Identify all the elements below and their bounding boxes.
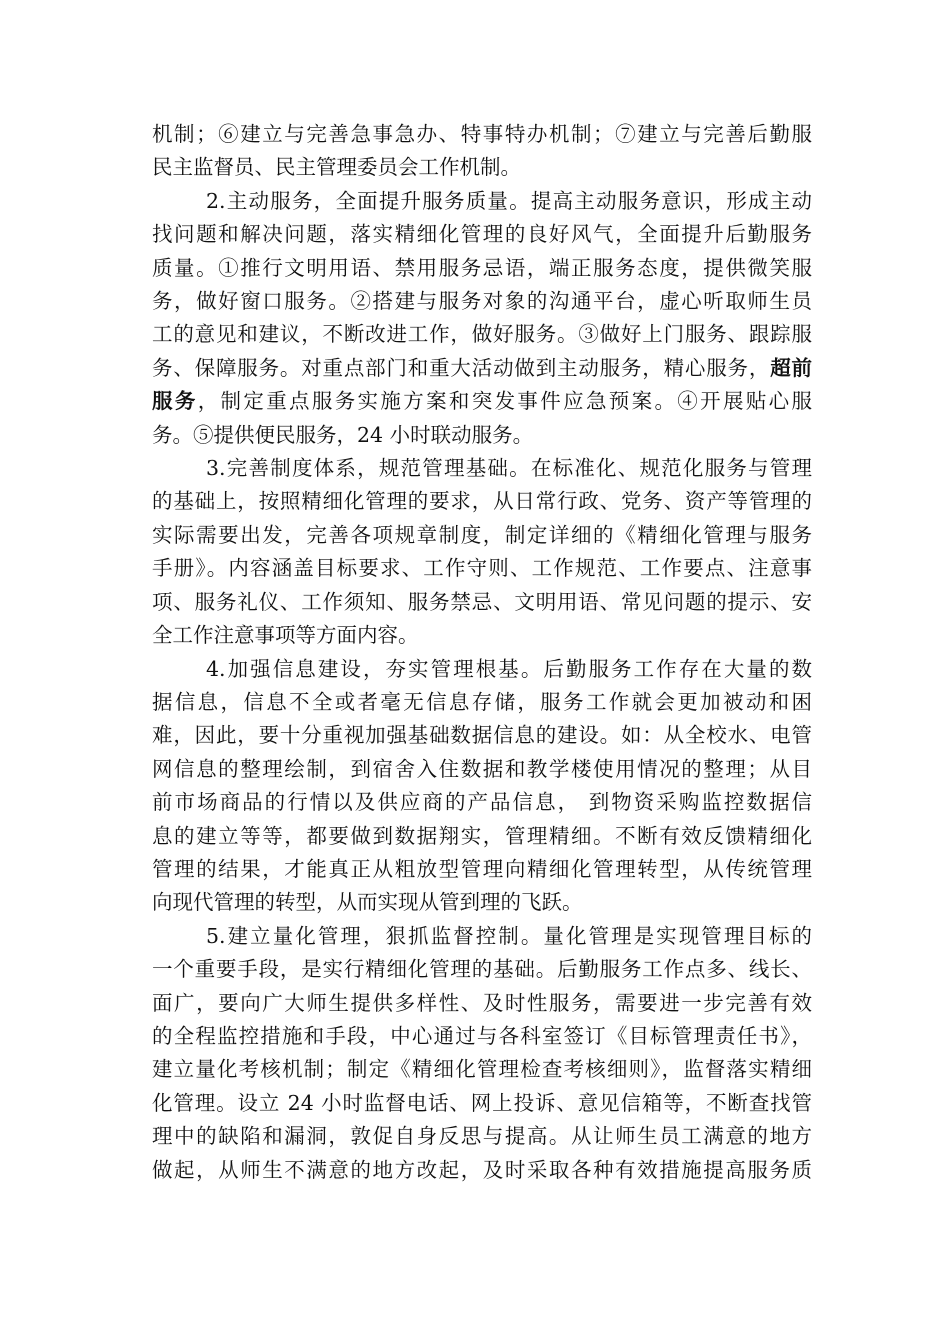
text-line: 理中的缺陷和漏洞，敦促自身反思与提高。从让师生员工满意的地方 (152, 1124, 812, 1149)
text-segment: 务、保障服务。对重点部门和重大活动做到主动服务，精心服务， (152, 355, 771, 380)
text-line-with-bold (152, 385, 812, 418)
text-line: 实际需要出发，完善各项规章制度，制定详细的《精细化管理与服务 (152, 522, 812, 547)
text-line: 找问题和解决问题，落实精细化管理的良好风气，全面提升后勤服务 (152, 222, 812, 247)
paragraph-5 (152, 920, 812, 1187)
text-line: 2.主动服务，全面提升服务质量。提高主动服务意识，形成主动 (206, 188, 812, 213)
text-line-with-bold (152, 352, 812, 385)
text-line: 化管理。设立 24 小时监督电话、网上投诉、意见信箱等，不断查找管 (152, 1090, 812, 1115)
text-line: 前市场商品的行情以及供应商的产品信息， 到物资采购监控数据信 (152, 790, 812, 815)
document-body (152, 118, 812, 1187)
text-line: 机制；⑥建立与完善急事急办、特事特办机制；⑦建立与完善后勤服 (152, 122, 812, 146)
paragraph-2 (152, 185, 812, 452)
text-line: 4.加强信息建设，夯实管理根基。后勤服务工作存在大量的数 (206, 656, 812, 681)
text-line: 工的意见和建议，不断改进工作，做好服务。③做好上门服务、跟踪服 (152, 322, 812, 347)
paragraph-3 (152, 452, 812, 652)
text-line: 一个重要手段，是实行精细化管理的基础。后勤服务工作点多、线长、 (152, 957, 812, 982)
text-line: 务。⑤提供便民服务，24 小时联动服务。 (152, 422, 534, 447)
text-line: 的全程监控措施和手段，中心通过与各科室签订《目标管理责任书》， (152, 1023, 812, 1048)
text-line: 务，做好窗口服务。②搭建与服务对象的沟通平台，虚心听取师生员 (152, 289, 812, 314)
text-line: 面广，要向广大师生提供多样性、及时性服务，需要进一步完善有效 (152, 990, 812, 1015)
text-line: 民主监督员、民主管理委员会工作机制。 (152, 155, 521, 180)
paragraph-4 (152, 653, 812, 920)
text-line: 息的建立等等，都要做到数据翔实，管理精细。不断有效反馈精细化 (152, 823, 812, 848)
text-line: 3.完善制度体系，规范管理基础。在标准化、规范化服务与管理 (206, 456, 812, 481)
text-line: 据信息，信息不全或者毫无信息存储，服务工作就会更加被动和困 (152, 689, 812, 714)
text-segment: ，制定重点服务实施方案和突发事件应急预案。④开展贴心服 (197, 389, 813, 414)
paragraph-1 (152, 118, 812, 185)
text-line: 难，因此，要十分重视加强基础数据信息的建设。如：从全校水、电管 (152, 723, 812, 748)
text-line: 项、服务礼仪、工作须知、服务禁忌、文明用语、常见问题的提示、安 (152, 589, 812, 614)
text-line: 向现代管理的转型，从而实现从管到理的飞跃。 (152, 890, 583, 915)
bold-text: 超前 (770, 355, 813, 380)
text-line: 建立量化考核机制；制定《精细化管理检查考核细则》，监督落实精细 (152, 1057, 812, 1082)
bold-text: 服务 (152, 389, 198, 414)
text-line: 质量。①推行文明用语、禁用服务忌语，端正服务态度，提供微笑服 (152, 255, 812, 280)
text-line: 全工作注意事项等方面内容。 (152, 623, 419, 648)
text-line: 手册》。内容涵盖目标要求、工作守则、工作规范、工作要点、注意事 (152, 556, 812, 581)
text-line: 的基础上，按照精细化管理的要求，从日常行政、党务、资产等管理的 (152, 489, 812, 514)
text-line: 管理的结果，才能真正从粗放型管理向精细化管理转型，从传统管理 (152, 856, 812, 881)
text-line: 做起，从师生不满意的地方改起，及时采取各种有效措施提高服务质 (152, 1157, 812, 1182)
text-line: 5.建立量化管理，狠抓监督控制。量化管理是实现管理目标的 (206, 923, 812, 948)
text-line: 网信息的整理绘制，到宿舍入住数据和教学楼使用情况的整理；从目 (152, 756, 812, 781)
